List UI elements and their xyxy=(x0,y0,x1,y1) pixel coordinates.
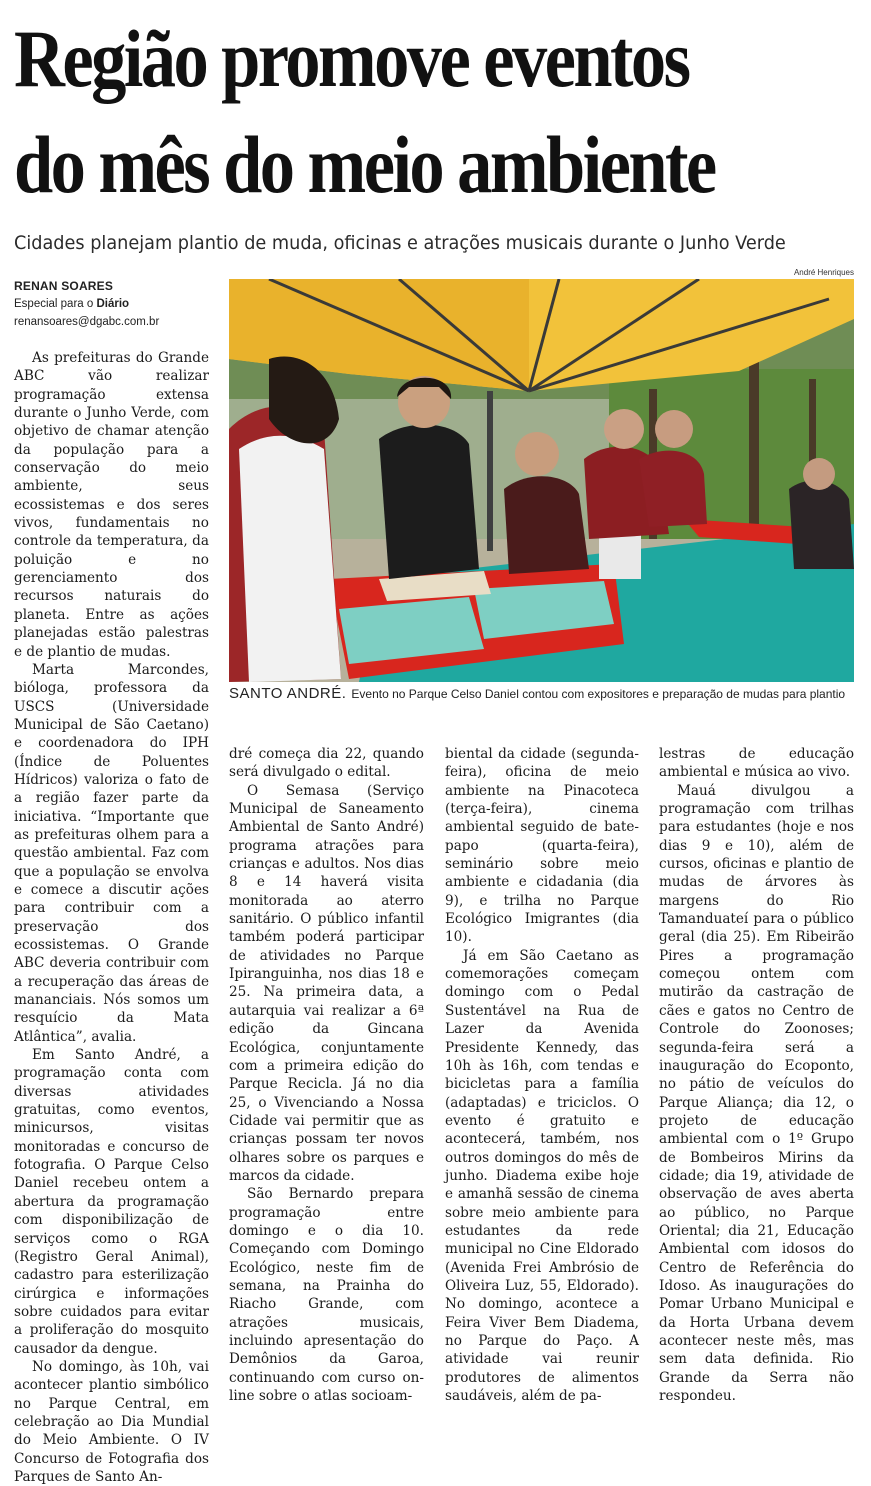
article-photo xyxy=(229,279,854,682)
paragraph-continued: lestras de educação ambiental e música ao vivo. xyxy=(659,746,854,781)
article-column-4 xyxy=(659,745,854,1405)
author-email[interactable]: renansoares@dgabc.com.br xyxy=(14,316,160,328)
photo-credit: André Henriques xyxy=(793,268,854,277)
article-column-3 xyxy=(445,745,639,1405)
paragraph: Já em São Caetano as comemorações começam domingo com o Pedal Sustentável na Rua de Lazer da Avenida Presidente Kennedy, das 10h às 16h, com tendas e bicicletas para a família (adaptadas) e triciclos. O evento é gratuito e acontecerá, também, nos outros domingos do mês de junho. Diadema exibe hoje e amanhã sessão de cinema sobre meio ambiente para estudantes da rede municipal no Cine Eldorado (Avenida Frei Ambrósio de Oliveira Luz, 55, Eldorado). No domingo, acontece a Feira Viver Bem Diadema, no Parque do Paço. A atividade vai reunir produtores de alimentos saudáveis, além de pa- xyxy=(445,947,639,1405)
paragraph: No domingo, às 10h, vai acontecer plantio simbólico no Parque Central, em celebração ao Dia Mundial do Meio Ambiente. O IV Concurso de Fotografia dos Parques de Santo An- xyxy=(14,1358,209,1485)
headline xyxy=(14,6,745,218)
caption-text: Evento no Parque Celso Daniel contou com expositores e preparação de mudas para plantio xyxy=(351,687,846,701)
author-name: RENAN SOARES xyxy=(14,279,114,293)
article-column-2 xyxy=(229,745,424,1405)
headline-line-2: do mês do meio ambiente xyxy=(14,119,715,210)
caption-city: SANTO ANDRÉ. xyxy=(229,685,347,702)
headline-line-1: Região promove eventos xyxy=(14,13,689,104)
author-role xyxy=(14,295,214,313)
paragraph: O Semasa (Serviço Municipal de Saneamento Ambiental de Santo André) programa atrações para crianças e adultos. Nos dias 8 e 14 haverá visita monitorada ao aterro sanitário. O público infantil também poderá participar de atividades no Parque Ipiranguinha, nos dias 18 e 25. Na primeira data, a autarquia vai realizar a 6ª edição da Gincana Ecológica, conjuntamente com a primeira edição do Parque Recicla. Já no dia 25, o Vivenciando a Nossa Cidade vai permitir que as crianças possam ter novos olhares sobre os parques e marcos da cidade. xyxy=(229,782,424,1184)
paragraph: Marta Marcondes, bióloga, professora da USCS (Universidade Municipal de São Caetano) e coordenadora do IPH (Índice de Poluentes Hídricos) valoriza o fato de a região fazer parte da iniciativa. “Importante que as prefeituras olhem para a questão ambiental. Faz com que a população se envolva e comece a discutir ações para contribuir com a preservação dos ecossistemas. O Grande ABC deveria contribuir com a recuperação das áreas de mananciais. Nós somos um resquício da Mata Atlântica”, avalia. xyxy=(14,661,209,1045)
subheadline: Cidades planejam plantio de muda, oficinas e atrações musicais durante o Junho Verde xyxy=(14,232,786,254)
byline xyxy=(14,277,214,331)
photo-caption xyxy=(229,684,854,704)
article-column-1 xyxy=(14,349,209,1486)
publication-name: Diário xyxy=(96,298,130,310)
paragraph: Em Santo André, a programação conta com diversas atividades gratuitas, como eventos, minicursos, visitas monitoradas e concurso de fotografia. O Parque Celso Daniel recebeu ontem a abertura da programação com disponibilização de serviços como o RGA (Registro Geral Animal), cadastro para esterilização cirúrgica e informações sobre cuidados para evitar a proliferação do mosquito causador da dengue. xyxy=(14,1047,209,1357)
paragraph: Mauá divulgou a programação com trilhas para estudantes (hoje e nos dias 9 e 10), além de cursos, oficinas e plantio de mudas de árvores às margens do Rio Tamanduateí para o público geral (dia 25). Em Ribeirão Pires a programação começou ontem com mutirão da castração de cães e gatos no Centro de Controle do Zoonoses; segunda-feira será a inauguração do Ecoponto, no pátio de veículos do Parque Aliança; dia 12, o projeto de educação ambiental com o 1º Grupo de Bombeiros Mirins da cidade; dia 19, atividade de observação de aves aberta ao público, no Parque Oriental; dia 21, Educação Ambiental com idosos do Centro de Referência do Idoso. As inaugurações do Pomar Urbano Municipal e da Horta Urbana devem acontecer neste mês, mas sem data definida. Rio Grande da Serra não respondeu. xyxy=(659,782,854,1405)
paragraph-continued: dré começa dia 22, quando será divulgado o edital. xyxy=(229,746,424,781)
paragraph: As prefeituras do Grande ABC vão realizar programação extensa durante o Junho Verde, com objetivo de chamar atenção da população para a conservação do meio ambiente, seus ecossistemas e dos seres vivos, fundamentais no controle da temperatura, da poluição e no gerenciamento dos recursos naturais do planeta. Entre as ações planejadas estão palestras e de plantio de mudas. xyxy=(14,350,209,660)
photo-illustration xyxy=(229,279,854,682)
author-role-text: Especial para o xyxy=(14,298,94,310)
paragraph-continued: biental da cidade (segunda-feira), oficina de meio ambiente na Pinacoteca (terça-feira), cinema ambiental seguido de bate-papo (quarta-feira), seminário sobre meio ambiente e cidadania (dia 9), e trilha no Parque Ecológico Imigrantes (dia 10). xyxy=(445,746,639,946)
paragraph: São Bernardo prepara programação entre domingo e o dia 10. Começando com Domingo Ecológico, neste fim de semana, na Prainha do Riacho Grande, com atrações musicais, incluindo apresentação do Demônios da Garoa, continuando com curso on-line sobre o atlas socioam- xyxy=(229,1186,424,1405)
